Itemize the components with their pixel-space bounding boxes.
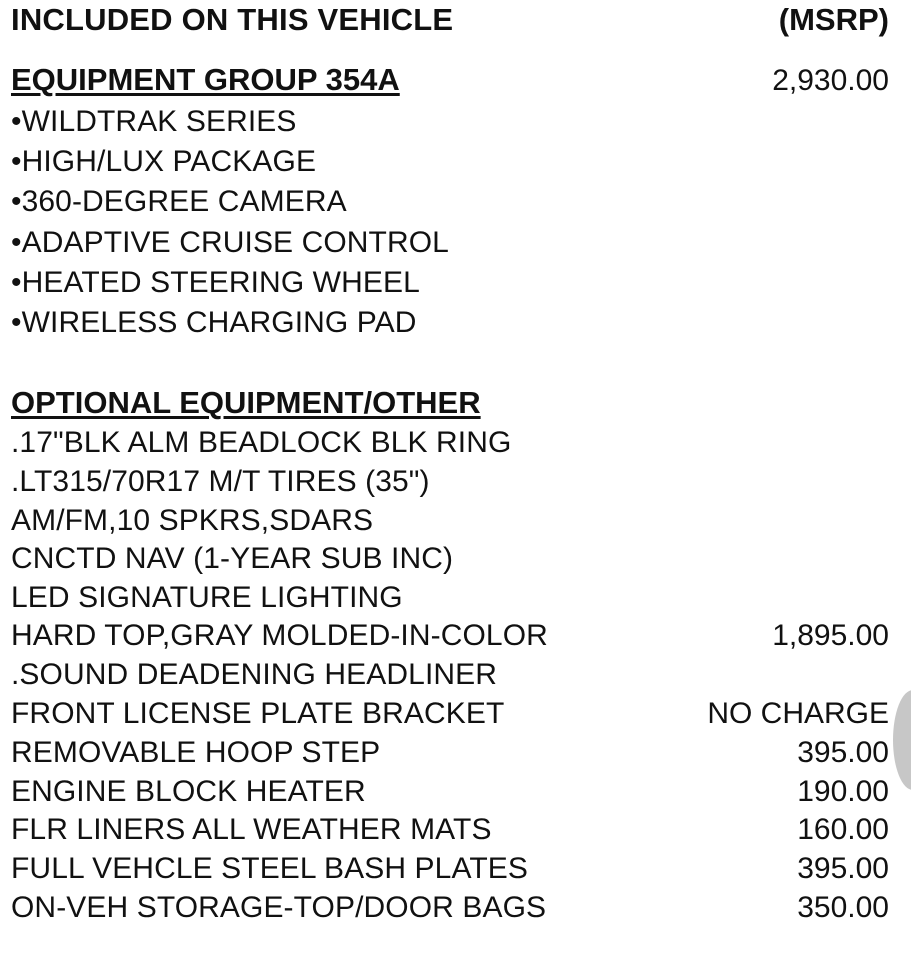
- table-row: [11, 813, 889, 847]
- option-label: .17"BLK ALM BEADLOCK BLK RING: [11, 426, 512, 459]
- equipment-group-price: 2,930.00: [772, 64, 889, 97]
- table-row: [11, 426, 889, 460]
- list-item: [11, 226, 889, 260]
- option-price: 1,895.00: [772, 619, 889, 652]
- option-label: ENGINE BLOCK HEATER: [11, 775, 366, 808]
- equipment-group-heading: EQUIPMENT GROUP 354A: [11, 62, 400, 97]
- option-label: CNCTD NAV (1-YEAR SUB INC): [11, 542, 454, 575]
- option-label: HARD TOP,GRAY MOLDED-IN-COLOR: [11, 619, 548, 652]
- equipment-item-label: •HIGH/LUX PACKAGE: [11, 145, 317, 178]
- optional-heading-row: [11, 385, 889, 421]
- table-row: [11, 775, 889, 809]
- option-price: 190.00: [797, 775, 889, 808]
- option-price: 395.00: [797, 736, 889, 769]
- list-item: [11, 145, 889, 179]
- equipment-group-heading-row: [11, 62, 889, 98]
- table-row: [11, 581, 889, 615]
- list-item: [11, 105, 889, 139]
- equipment-item-label: •WILDTRAK SERIES: [11, 105, 297, 138]
- table-row: [11, 504, 889, 538]
- table-row: [11, 697, 889, 731]
- equipment-item-label: •HEATED STEERING WHEEL: [11, 266, 420, 299]
- option-label: FLR LINERS ALL WEATHER MATS: [11, 813, 492, 846]
- table-row: [11, 619, 889, 653]
- option-label: LED SIGNATURE LIGHTING: [11, 581, 403, 614]
- list-item: [11, 306, 889, 340]
- table-row: [11, 542, 889, 576]
- option-price: 395.00: [797, 852, 889, 885]
- msrp-label: (MSRP): [778, 2, 889, 37]
- list-item: [11, 266, 889, 300]
- header-row: [11, 2, 889, 38]
- page-title: INCLUDED ON THIS VEHICLE: [11, 2, 454, 37]
- option-label: ON-VEH STORAGE-TOP/DOOR BAGS: [11, 891, 547, 924]
- option-price: 350.00: [797, 891, 889, 924]
- option-label: FULL VEHCLE STEEL BASH PLATES: [11, 852, 528, 885]
- option-label: .SOUND DEADENING HEADLINER: [11, 658, 498, 691]
- option-price: NO CHARGE: [707, 697, 889, 730]
- equipment-item-label: •360-DEGREE CAMERA: [11, 185, 347, 218]
- optional-equipment-heading: OPTIONAL EQUIPMENT/OTHER: [11, 385, 481, 420]
- option-label: .LT315/70R17 M/T TIRES (35"): [11, 465, 430, 498]
- equipment-item-label: •ADAPTIVE CRUISE CONTROL: [11, 226, 449, 259]
- option-label: FRONT LICENSE PLATE BRACKET: [11, 697, 505, 730]
- table-row: [11, 465, 889, 499]
- option-label: AM/FM,10 SPKRS,SDARS: [11, 504, 374, 537]
- option-label: REMOVABLE HOOP STEP: [11, 736, 381, 769]
- table-row: [11, 658, 889, 692]
- equipment-item-label: •WIRELESS CHARGING PAD: [11, 306, 417, 339]
- option-price: 160.00: [797, 813, 889, 846]
- table-row: [11, 852, 889, 886]
- scroll-thumb[interactable]: [893, 690, 911, 790]
- table-row: [11, 891, 889, 925]
- list-item: [11, 185, 889, 219]
- table-row: [11, 736, 889, 770]
